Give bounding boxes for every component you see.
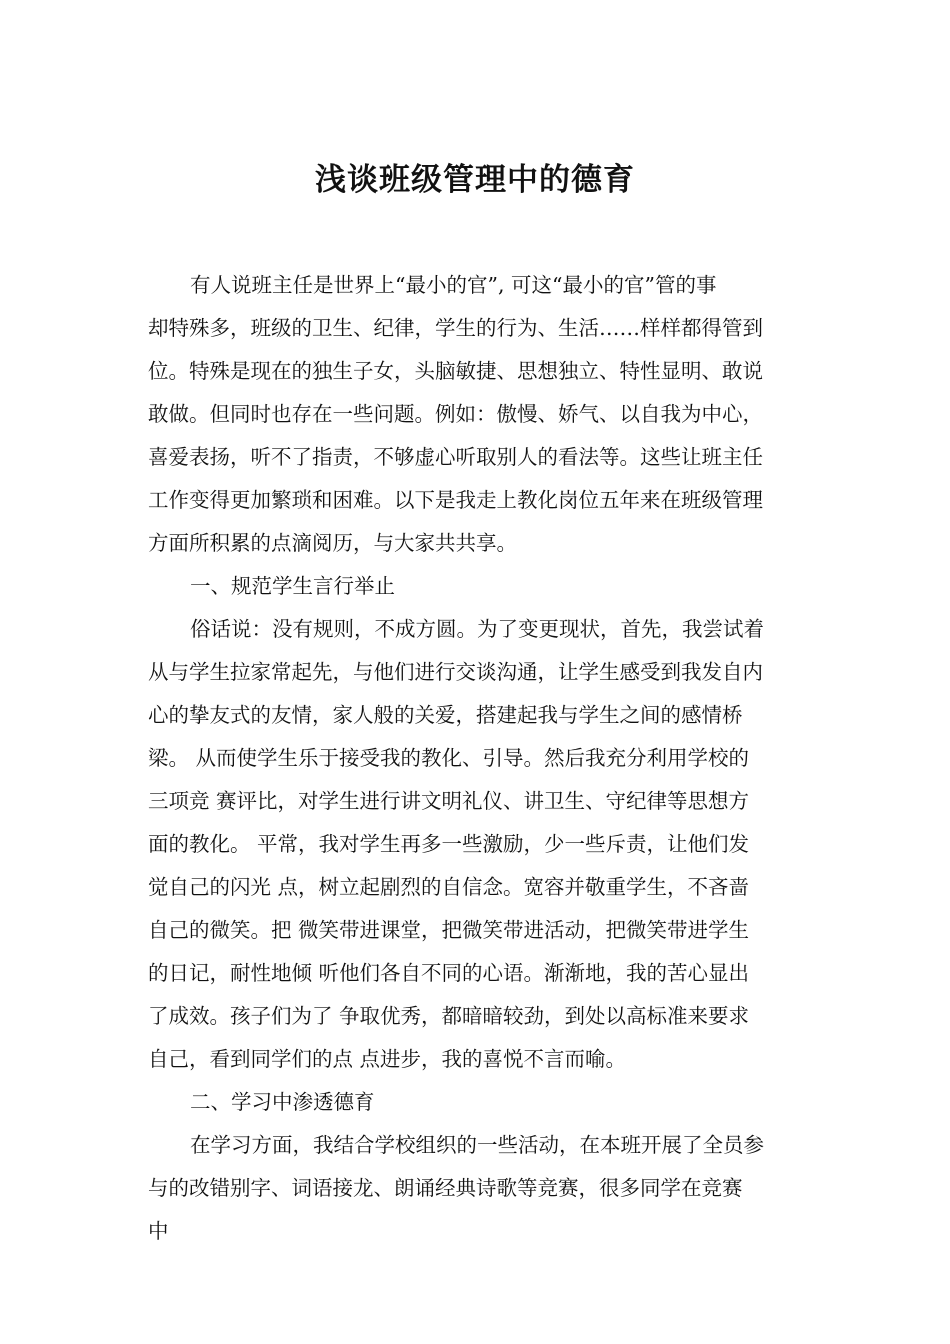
text-line: 在学习方面，我结合学校组织的一些活动，在本班开展了全员参 <box>190 1133 764 1157</box>
text-line: 的日记，耐性地倾 听他们各自不同的心语。渐渐地，我的苦心显出 <box>148 961 750 985</box>
text-line: 有人说班主任是世界上“最小的官”, 可这“最小的官”管的事 <box>190 273 717 297</box>
text-line: 俗话说：没有规则，不成方圆。为了变更现状，首先，我尝试着 <box>190 617 764 641</box>
text-line: 心的挚友式的友情，家人般的关爱，搭建起我与学生之间的感情桥 <box>148 703 743 727</box>
text-line: 面的教化。 平常，我对学生再多一些激励，少一些斥责，让他们发 <box>148 832 750 856</box>
text-line: 觉自己的闪光 点，树立起剧烈的自信念。宽容并敬重学生，不吝啬 <box>148 875 750 899</box>
text-line: 一、规范学生言行举止 <box>190 574 395 598</box>
text-line: 位。特殊是现在的独生子女，头脑敏捷、思想独立、特性显明、敢说 <box>148 359 763 383</box>
text-line: 中 <box>148 1219 169 1243</box>
text-line: 从与学生拉家常起先，与他们进行交谈沟通，让学生感受到我发自内 <box>148 660 763 684</box>
text-line: 却特殊多，班级的卫生、纪律，学生的行为、生活……样样都得管到 <box>148 316 763 340</box>
text-line: 敢做。但同时也存在一些问题。例如：傲慢、娇气、以自我为中心， <box>148 402 763 426</box>
text-line: 梁。 从而使学生乐于接受我的教化、引导。然后我充分利用学校的 <box>148 746 750 770</box>
text-line: 了成效。孩子们为了 争取优秀，都暗暗较劲，到处以高标准来要求 <box>148 1004 750 1028</box>
document-body <box>148 264 810 1253</box>
text-line: 自己的微笑。把 微笑带进课堂，把微笑带进活动，把微笑带进学生 <box>148 918 750 942</box>
text-line: 与的改错别字、词语接龙、朗诵经典诗歌等竞赛，很多同学在竞赛 <box>148 1176 743 1200</box>
text-line: 工作变得更加繁琐和困难。以下是我走上教化岗位五年来在班级管理 <box>148 488 763 512</box>
text-line: 二、学习中渗透德育 <box>190 1090 375 1114</box>
text-line: 方面所积累的点滴阅历，与大家共共享。 <box>148 531 517 555</box>
text-line: 自己，看到同学们的点 点进步，我的喜悦不言而喻。 <box>148 1047 627 1071</box>
document-title: 浅谈班级管理中的德育 <box>315 162 635 198</box>
text-line: 喜爱表扬，听不了指责，不够虚心听取别人的看法等。这些让班主任 <box>148 445 763 469</box>
text-line: 三项竞 赛评比，对学生进行讲文明礼仪、讲卫生、守纪律等思想方 <box>148 789 750 813</box>
